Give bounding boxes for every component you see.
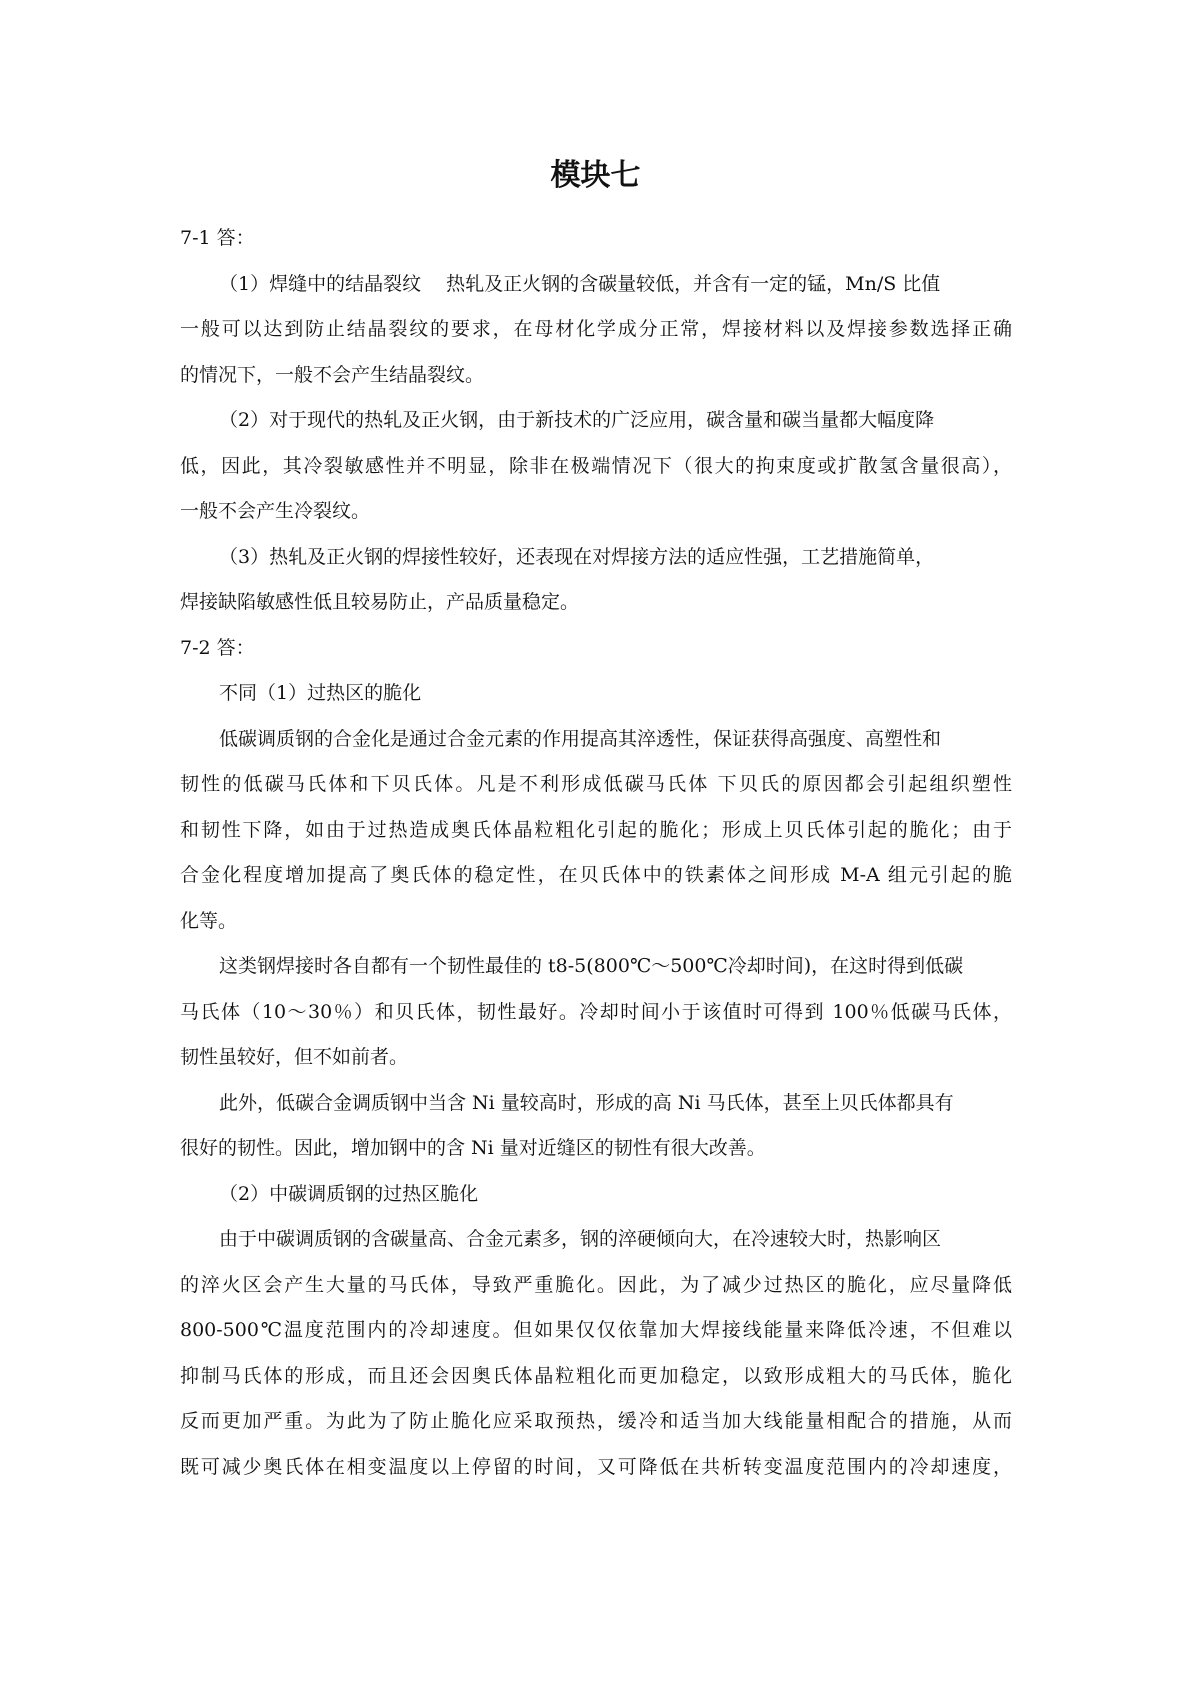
paragraph-line: 的淬火区会产生大量的马氏体，导致严重脆化。因此，为了减少过热区的脆化，应尽量降低 — [180, 1273, 1012, 1296]
paragraph-line: 此外，低碳合金调质钢中当含 Ni 量较高时，形成的高 Ni 马氏体，甚至上贝氏体都具有 — [219, 1091, 954, 1114]
subheading-line: 不同（1）过热区的脆化 — [219, 682, 422, 704]
paragraph-line: 低，因此，其冷裂敏感性并不明显，除非在极端情况下（很大的拘束度或扩散氢含量很高）， — [180, 454, 1012, 477]
paragraph-line: 反而更加严重。为此为了防止脆化应采取预热，缓冷和适当加大线能量相配合的措施，从而 — [180, 1410, 1012, 1432]
paragraph-line: 焊接缺陷敏感性低且较易防止，产品质量稳定。 — [180, 591, 580, 613]
paragraph-line: 韧性虽较好，但不如前者。 — [180, 1046, 409, 1068]
answer-heading-7-1: 7-1 答： — [180, 227, 255, 249]
paragraph-line: （2）对于现代的热轧及正火钢，由于新技术的广泛应用，碳含量和碳当量都大幅度降 — [219, 409, 935, 431]
paragraph-line: 一般可以达到防止结晶裂纹的要求，在母材化学成分正常，焊接材料以及焊接参数选择正确 — [180, 318, 1012, 340]
paragraph-line: 低碳调质钢的合金化是通过合金元素的作用提高其淬透性，保证获得高强度、高塑性和 — [219, 727, 942, 750]
document-body — [180, 216, 1012, 1490]
paragraph-line: 一般不会产生冷裂纹。 — [180, 500, 371, 522]
paragraph-line: 化等。 — [180, 909, 238, 932]
paragraph-line: 韧性的低碳马氏体和下贝氏体。凡是不利形成低碳马氏体 下贝氏的原因都会引起组织塑性 — [180, 773, 1012, 795]
subheading-line: （2）中碳调质钢的过热区脆化 — [219, 1182, 479, 1205]
paragraph-line: 马氏体（10～30％）和贝氏体，韧性最好。冷却时间小于该值时可得到 100％低碳马氏体， — [180, 1000, 1012, 1023]
paragraph-line: 这类钢焊接时各自都有一个韧性最佳的 t8-5(800℃～500℃冷却时间)，在这时得到低碳 — [219, 955, 964, 977]
paragraph-line: 抑制马氏体的形成，而且还会因奥氏体晶粒粗化而更加稳定，以致形成粗大的马氏体，脆化 — [180, 1364, 1012, 1387]
paragraph-line: （3）热轧及正火钢的焊接性较好，还表现在对焊接方法的适应性强，工艺措施简单， — [219, 545, 935, 568]
paragraph-line: 既可减少奥氏体在相变温度以上停留的时间，又可降低在共析转变温度范围内的冷却速度， — [180, 1455, 1012, 1478]
paragraph-line: 合金化程度增加提高了奥氏体的稳定性，在贝氏体中的铁素体之间形成 M-A 组元引起的脆 — [180, 864, 1012, 886]
paragraph-line: 800-500℃温度范围内的冷却速度。但如果仅仅依靠加大焊接线能量来降低冷速，不但难以 — [180, 1319, 1012, 1341]
page-title: 模块七 — [550, 158, 641, 193]
paragraph-line: 和韧性下降，如由于过热造成奥氏体晶粒粗化引起的脆化；形成上贝氏体引起的脆化；由于 — [180, 818, 1012, 841]
paragraph-line: 的情况下，一般不会产生结晶裂纹。 — [180, 363, 485, 386]
paragraph-line: 很好的韧性。因此，增加钢中的含 Ni 量对近缝区的韧性有很大改善。 — [180, 1137, 766, 1159]
answer-heading-7-2: 7-2 答： — [180, 636, 255, 659]
paragraph-line: 由于中碳调质钢的含碳量高、合金元素多，钢的淬硬倾向大，在冷速较大时，热影响区 — [219, 1228, 942, 1250]
paragraph-line: （1）焊缝中的结晶裂纹 热轧及正火钢的含碳量较低，并含有一定的锰，Mn/S 比值 — [219, 272, 941, 295]
